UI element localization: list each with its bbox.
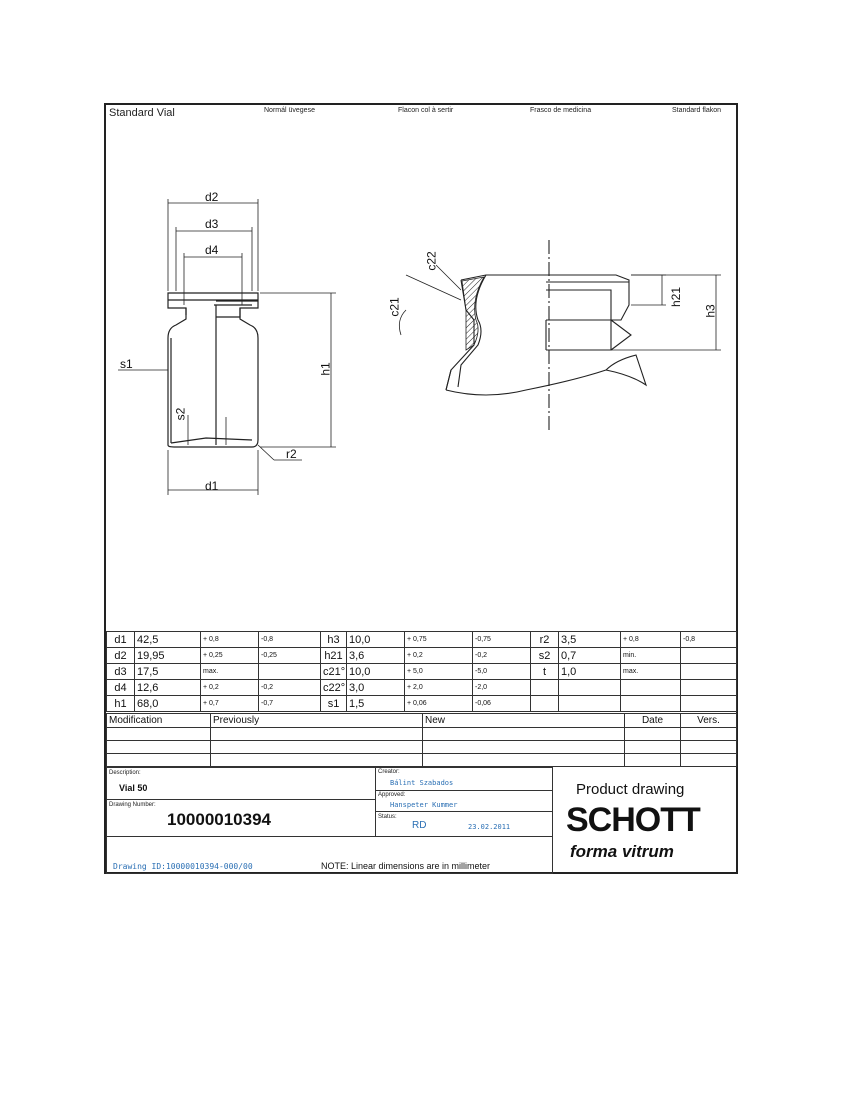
dimension-tol-p: + 0,2 bbox=[201, 680, 259, 696]
dimension-tol-p: + 0,2 bbox=[405, 648, 473, 664]
dimension-tol-p: + 2,0 bbox=[405, 680, 473, 696]
dimension-tol-m: -0,7 bbox=[259, 696, 321, 712]
approved-label: Approved: bbox=[378, 792, 406, 798]
dimension-tol-m bbox=[681, 664, 737, 680]
label-d2: d2 bbox=[205, 190, 219, 204]
description-value: Vial 50 bbox=[119, 783, 148, 793]
dimension-val: 0,7 bbox=[559, 648, 621, 664]
dimension-sym bbox=[531, 680, 559, 696]
description-box bbox=[106, 767, 376, 800]
mod-col-vers: Vers. bbox=[681, 714, 737, 728]
creator-value: Bálint Szabados bbox=[390, 779, 454, 787]
mod-row bbox=[107, 741, 737, 754]
dimension-sym: h3 bbox=[321, 632, 347, 648]
dimension-val: 17,5 bbox=[135, 664, 201, 680]
product-drawing-label: Product drawing bbox=[576, 781, 685, 798]
dimension-sym: s1 bbox=[321, 696, 347, 712]
schott-logo: SCHOTT bbox=[566, 801, 700, 839]
dimension-tol-m bbox=[681, 696, 737, 712]
dimension-sym: d4 bbox=[107, 680, 135, 696]
dimension-sym: d1 bbox=[107, 632, 135, 648]
dimension-val: 19,95 bbox=[135, 648, 201, 664]
mod-col-previously: Previously bbox=[211, 714, 423, 728]
dimension-val: 42,5 bbox=[135, 632, 201, 648]
title-hungarian: Normál üvegese bbox=[264, 107, 315, 114]
title-french: Flacon col à sertir bbox=[398, 107, 454, 114]
dimension-tol-m: -0,75 bbox=[473, 632, 531, 648]
dimension-val: 1,0 bbox=[559, 664, 621, 680]
footer-note-box bbox=[106, 836, 553, 874]
drawing-number-label: Drawing Number: bbox=[109, 802, 156, 808]
dimension-lines bbox=[118, 199, 336, 495]
dimension-tol-p: + 0,8 bbox=[201, 632, 259, 648]
label-r2: r2 bbox=[286, 447, 297, 461]
dimension-tol-p bbox=[621, 696, 681, 712]
dimension-tol-p: + 0,06 bbox=[405, 696, 473, 712]
creator-box bbox=[375, 767, 553, 791]
dimension-tol-p bbox=[621, 680, 681, 696]
vial-technical-drawing bbox=[106, 105, 736, 631]
dimension-val: 1,5 bbox=[347, 696, 405, 712]
dimension-sym: d3 bbox=[107, 664, 135, 680]
dimension-val: 68,0 bbox=[135, 696, 201, 712]
description-label: Description: bbox=[109, 770, 141, 776]
dimension-row bbox=[107, 680, 737, 696]
mod-col-date: Date bbox=[625, 714, 681, 728]
dimension-tol-m bbox=[681, 680, 737, 696]
label-c22: c22 bbox=[424, 251, 439, 271]
dimension-table bbox=[106, 631, 737, 712]
dimension-val bbox=[559, 696, 621, 712]
mod-col-modification: Modification bbox=[107, 714, 211, 728]
dimension-tol-p: min. bbox=[621, 648, 681, 664]
label-d3: d3 bbox=[205, 217, 219, 231]
dimension-row bbox=[107, 664, 737, 680]
drawing-number-value: 10000010394 bbox=[167, 810, 272, 829]
dimension-val: 10,0 bbox=[347, 664, 405, 680]
dimension-val: 10,0 bbox=[347, 632, 405, 648]
dimension-tol-m: -0,8 bbox=[259, 632, 321, 648]
dimension-tol-m: -0,2 bbox=[473, 648, 531, 664]
dimension-tol-p: max. bbox=[621, 664, 681, 680]
status-value: RD bbox=[412, 820, 427, 831]
vial-side-view bbox=[168, 293, 258, 447]
dimension-tol-m: -5,0 bbox=[473, 664, 531, 680]
label-h21: h21 bbox=[669, 286, 684, 308]
status-label: Status: bbox=[378, 814, 397, 820]
dimension-tol-m: -0,2 bbox=[259, 680, 321, 696]
label-c21: c21 bbox=[387, 297, 402, 317]
approved-box bbox=[375, 790, 553, 812]
dimension-sym: s2 bbox=[531, 648, 559, 664]
dimension-tol-p: max. bbox=[201, 664, 259, 680]
label-s2: s2 bbox=[173, 407, 188, 421]
approved-value: Hanspeter Kummer bbox=[390, 801, 458, 809]
dimension-sym: c21° bbox=[321, 664, 347, 680]
dimension-row bbox=[107, 632, 737, 648]
dimension-sym: c22° bbox=[321, 680, 347, 696]
dimension-row bbox=[107, 696, 737, 712]
dimension-val: 3,0 bbox=[347, 680, 405, 696]
modification-table bbox=[106, 713, 737, 767]
units-note: NOTE: Linear dimensions are in millimeter bbox=[321, 861, 491, 871]
label-h1: h1 bbox=[318, 362, 333, 376]
dimension-tol-m bbox=[681, 648, 737, 664]
title-german: Standard flakon bbox=[672, 107, 722, 114]
dimension-val: 12,6 bbox=[135, 680, 201, 696]
drawing-number-box bbox=[106, 799, 376, 837]
hatched-section bbox=[462, 277, 484, 350]
dimension-sym: d2 bbox=[107, 648, 135, 664]
brand-box bbox=[552, 767, 736, 874]
status-box bbox=[375, 811, 553, 837]
dimension-tol-p: + 0,25 bbox=[201, 648, 259, 664]
drawing-id: Drawing ID:10000010394-000/00 bbox=[113, 862, 253, 871]
dimension-val: 3,5 bbox=[559, 632, 621, 648]
dimension-sym: h21 bbox=[321, 648, 347, 664]
dimension-tol-m: -0,25 bbox=[259, 648, 321, 664]
dimension-sym: t bbox=[531, 664, 559, 680]
dimension-tol-p: + 5,0 bbox=[405, 664, 473, 680]
dimension-tol-m bbox=[259, 664, 321, 680]
creator-label: Creator: bbox=[378, 769, 400, 775]
dimension-val: 3,6 bbox=[347, 648, 405, 664]
dimension-sym: h1 bbox=[107, 696, 135, 712]
dimension-tol-p: + 0,7 bbox=[201, 696, 259, 712]
forma-vitrum-tagline: forma vitrum bbox=[570, 842, 674, 861]
dimension-tol-m: -0,8 bbox=[681, 632, 737, 648]
label-h3: h3 bbox=[703, 304, 718, 318]
mod-row bbox=[107, 728, 737, 741]
dimension-sym bbox=[531, 696, 559, 712]
mod-row bbox=[107, 754, 737, 767]
title-english: Standard Vial bbox=[109, 107, 175, 119]
dimension-tol-p: + 0,8 bbox=[621, 632, 681, 648]
label-d4: d4 bbox=[205, 243, 219, 257]
drawing-sheet bbox=[104, 103, 738, 874]
title-spanish: Frasco de medicina bbox=[530, 107, 592, 114]
status-date: 23.02.2011 bbox=[468, 823, 511, 831]
detail-dimension-lines bbox=[399, 265, 721, 350]
label-d1: d1 bbox=[205, 479, 219, 493]
dimension-tol-m: -0,06 bbox=[473, 696, 531, 712]
dimension-tol-p: + 0,75 bbox=[405, 632, 473, 648]
mod-col-new: New bbox=[423, 714, 625, 728]
label-s1: s1 bbox=[120, 357, 133, 371]
dimension-val bbox=[559, 680, 621, 696]
dimension-row bbox=[107, 648, 737, 664]
dimension-sym: r2 bbox=[531, 632, 559, 648]
dimension-tol-m: -2,0 bbox=[473, 680, 531, 696]
